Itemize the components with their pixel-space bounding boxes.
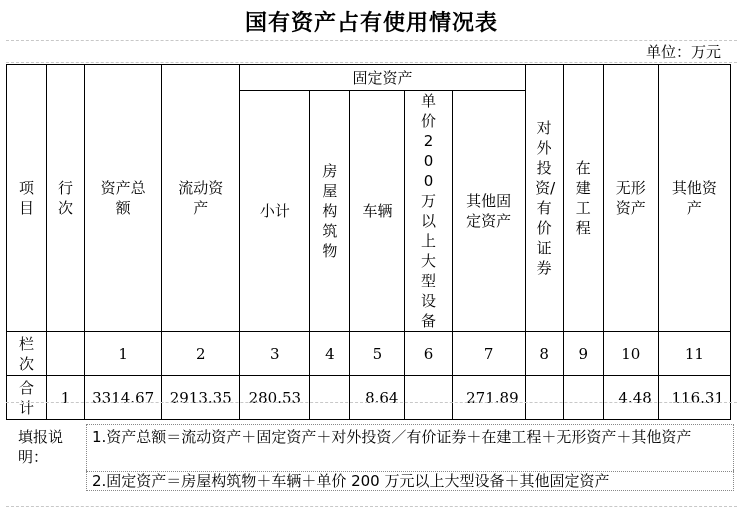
column-index-cell: 1 [85, 332, 162, 376]
divider [6, 62, 737, 63]
header-investments: 对外投资/有价证券 [525, 65, 563, 332]
total-cell: 3314.67 [85, 376, 162, 420]
column-index-cell: 2 [162, 332, 240, 376]
header-item: 项目 [7, 65, 47, 332]
report-title: 国有资产占有使用情况表 [244, 11, 498, 36]
header-other-assets: 其他资产 [658, 65, 730, 332]
column-index-cell: 8 [525, 332, 563, 376]
total-label: 合计 [7, 376, 47, 420]
total-cell: 8.64 [350, 376, 405, 420]
total-row [7, 376, 731, 420]
header-current-assets: 流动资产 [162, 65, 240, 332]
column-index-empty [47, 332, 85, 376]
column-index-cell: 10 [603, 332, 658, 376]
note-item: 2.固定资产＝房屋构筑物＋车辆＋单价 200 万元以上大型设备＋其他固定资产 [92, 472, 610, 490]
total-cell: 4.48 [603, 376, 658, 420]
column-index-cell: 6 [405, 332, 452, 376]
column-index-cell: 7 [452, 332, 525, 376]
total-cell [405, 376, 452, 420]
column-index-cell: 5 [350, 332, 405, 376]
header-intangible: 无形资产 [603, 65, 658, 332]
asset-table [6, 64, 731, 420]
notes-label: 填报说明： [18, 428, 64, 466]
total-cell: 2913.35 [162, 376, 240, 420]
divider [6, 506, 737, 507]
total-cell [525, 376, 563, 420]
note-item: 1.资产总额＝流动资产＋固定资产＋对外投资／有价证券＋在建工程＋无形资产＋其他资产 [92, 428, 692, 446]
divider [6, 402, 737, 403]
total-cell [563, 376, 603, 420]
header-fixed-assets: 固定资产 [240, 65, 525, 91]
column-index-cell: 11 [658, 332, 730, 376]
total-cell: 271.89 [452, 376, 525, 420]
column-index-cell: 9 [563, 332, 603, 376]
header-large-equipment: 单价200万以上大型设备 [405, 91, 452, 332]
total-row-no: 1 [47, 376, 85, 420]
header-buildings: 房屋构筑物 [310, 91, 350, 332]
header-row-no: 行次 [47, 65, 85, 332]
total-cell [310, 376, 350, 420]
total-cell: 280.53 [240, 376, 310, 420]
unit-label: 单位：万元 [645, 43, 721, 61]
header-subtotal: 小计 [240, 91, 310, 332]
header-total-assets: 资产总额 [85, 65, 162, 332]
header-construction: 在建工程 [563, 65, 603, 332]
divider [6, 40, 737, 41]
column-index-cell: 4 [310, 332, 350, 376]
total-cell: 116.31 [658, 376, 730, 420]
header-other-fixed: 其他固定资产 [452, 91, 525, 332]
column-index-cell: 3 [240, 332, 310, 376]
column-index-row [7, 332, 731, 376]
column-index-label: 栏次 [7, 332, 47, 376]
header-vehicles: 车辆 [350, 91, 405, 332]
